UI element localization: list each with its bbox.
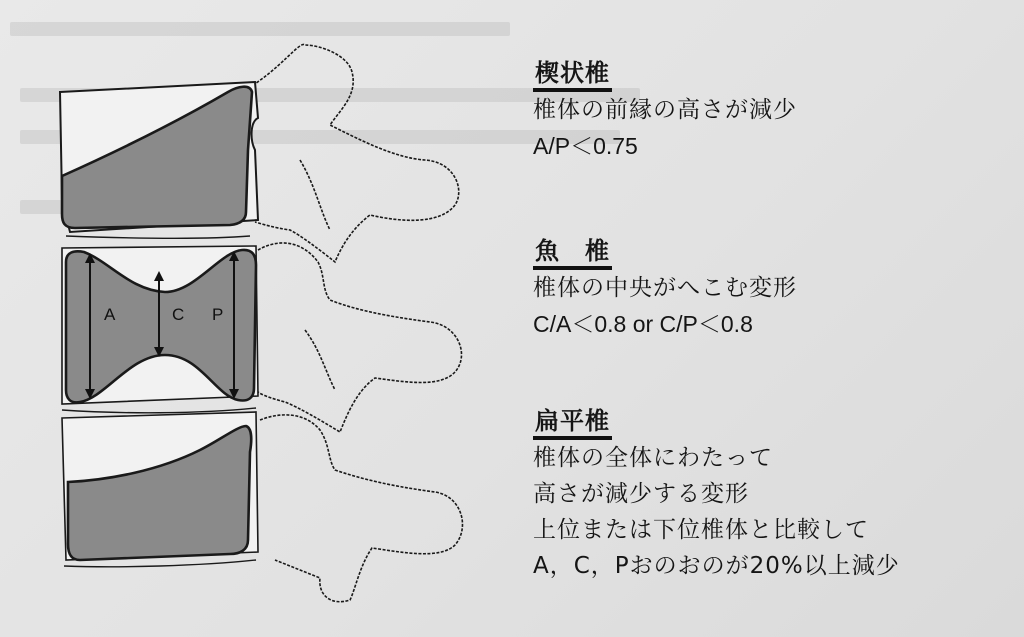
label-a: A (104, 305, 116, 324)
label-c: C (172, 305, 185, 324)
posterior-element-upper (245, 44, 459, 262)
desc-wedge: 椎体の前縁の高さが減少 (533, 97, 797, 123)
desc-flat-4: A，C，Pおのおのが20%以上減少 (533, 553, 900, 579)
heading-wedge: 楔状椎 (533, 58, 612, 92)
posterior-element-middle (258, 243, 462, 432)
fish-vertebra (62, 246, 258, 413)
desc-flat-3: 上位または下位椎体と比較して (533, 517, 869, 543)
ratio-fish: C/A＜0.8 or C/P＜0.8 (533, 311, 753, 337)
desc-flat-2: 高さが減少する変形 (533, 481, 749, 507)
posterior-element-lower (260, 415, 462, 602)
ratio-wedge: A/P＜0.75 (533, 133, 638, 159)
section-wedge (533, 58, 797, 164)
heading-fish: 魚 椎 (533, 236, 612, 270)
section-flat (533, 406, 900, 584)
section-fish (533, 236, 797, 342)
desc-fish: 椎体の中央がへこむ変形 (533, 275, 797, 301)
desc-flat-1: 椎体の全体にわたって (533, 445, 773, 471)
label-p: P (212, 305, 224, 324)
wedge-vertebra (60, 82, 258, 238)
flat-vertebra (62, 412, 258, 567)
heading-flat: 扁平椎 (533, 406, 612, 440)
